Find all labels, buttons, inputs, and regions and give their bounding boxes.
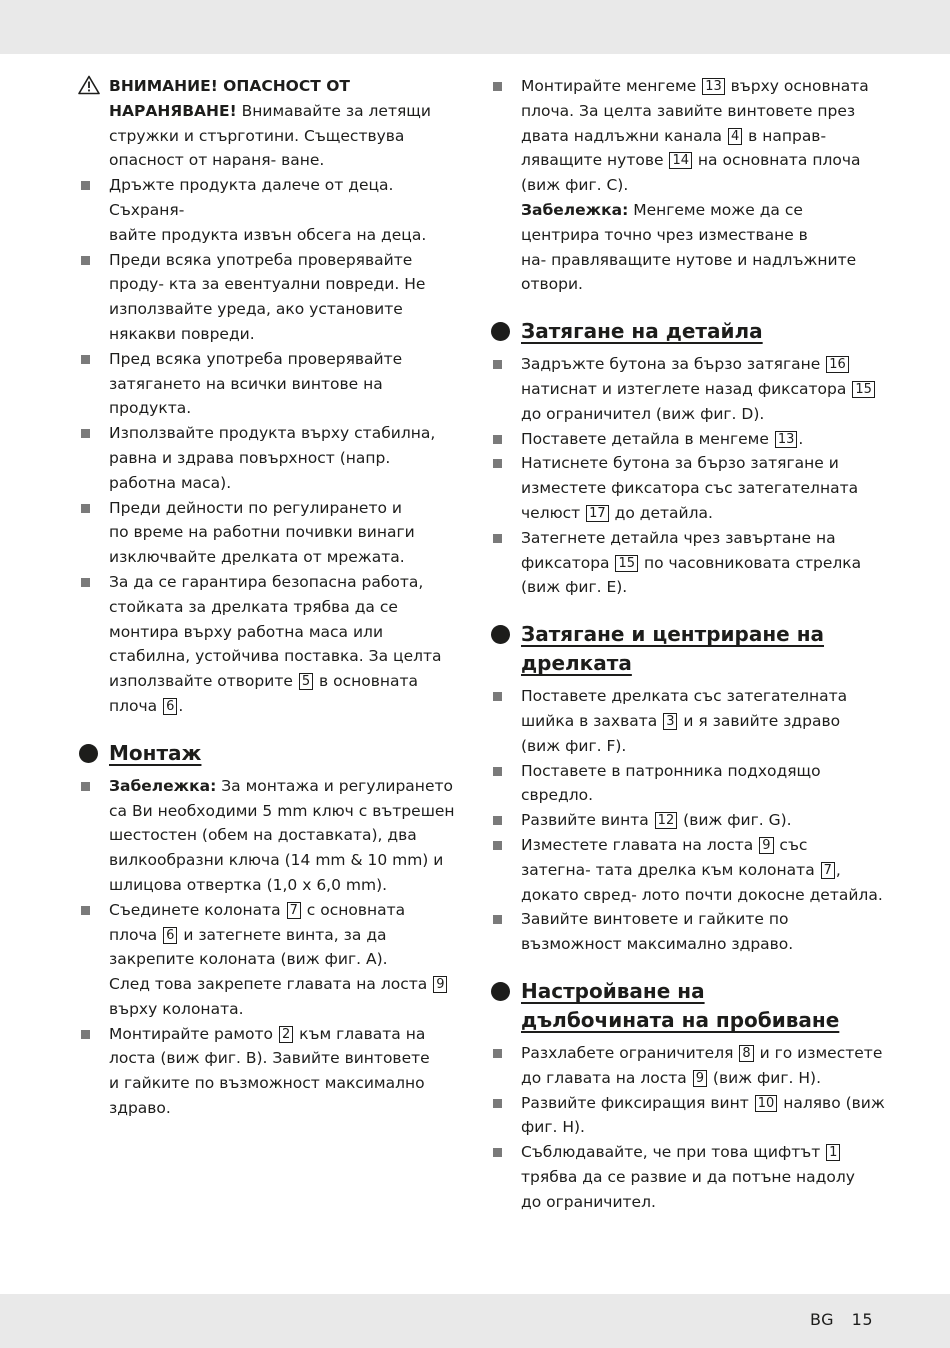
list-item: Натиснете бутона за бързо затягане и изместете фиксатора със затегателната челюст 17 до детайла. <box>490 451 885 525</box>
bullet <box>493 767 502 776</box>
part-number: 13 <box>775 431 798 448</box>
part-number: 12 <box>655 812 678 829</box>
part-number: 9 <box>433 976 447 993</box>
part-number: 5 <box>299 673 313 690</box>
bottom-bar <box>0 1294 950 1348</box>
language-code: BG <box>809 1310 835 1329</box>
bullet <box>81 355 90 364</box>
bullet <box>81 181 90 190</box>
warning-title-2: НАРАНЯВАНЕ! <box>109 101 237 120</box>
part-number: 6 <box>163 698 177 715</box>
part-number: 1 <box>826 1144 840 1161</box>
bullet <box>81 1030 90 1039</box>
list-item: Използвайте продукта върху стабилна, равна и здрава повърхност (напр. работна маса). <box>78 421 468 495</box>
warning-title: ВНИМАНИЕ! ОПАСНОСТ ОТ <box>109 77 350 95</box>
list-item: Изместете главата на лоста 9 със затегна- тата дрелка към колоната 7 , докато свред- лото почти докосне детайла. <box>490 833 885 907</box>
bullet <box>81 429 90 438</box>
list-item: Затегнете детайла чрез завъртане на фиксатора 15 по часовниковата стрелка (виж фиг. E). <box>490 526 885 600</box>
section-dot <box>491 982 510 1001</box>
part-number: 13 <box>702 78 725 95</box>
section-dot <box>79 744 98 763</box>
list-item: Съблюдавайте, че при това щифтът 1 трябва да се развие и да потъне надолу до ограничител. <box>490 1140 885 1214</box>
bullet <box>493 360 502 369</box>
list-item: Задръжте бутона за бързо затягане 16 натиснат и изтеглете назад фиксатора 15 до ограничител (виж фиг. D). <box>490 352 885 426</box>
bullet <box>81 782 90 791</box>
list-item: За да се гарантира безопасна работа, стойката за дрелката трябва да се монтира върху работна маса или стабилна, устойчива поставка. За целта използвайте отворите 5 в основната плоча 6 . <box>78 570 468 719</box>
part-number: 15 <box>852 381 875 398</box>
part-number: 4 <box>728 128 742 145</box>
part-number: 7 <box>821 862 835 879</box>
part-number: 14 <box>669 152 692 169</box>
part-number: 3 <box>663 713 677 730</box>
warning-triangle-icon <box>78 75 100 95</box>
list-item: Преди всяка употреба проверявайте проду- кта за евентуални повреди. Не използвайте уреда, ако установите някакви повреди. <box>78 248 468 347</box>
part-number: 17 <box>586 505 609 522</box>
list-item: Монтирайте рамото 2 към главата на лоста (виж фиг. B). Завийте винтовете и гайките по възможност максимално здраво. <box>78 1022 468 1121</box>
list-item: Дръжте продукта далече от деца. Съхраня- вайте продукта извън обсега на деца. <box>78 173 468 247</box>
list-item: Забележка: За монтажа и регулирането са Ви необходими 5 mm ключ с вътрешен шестостен (обем на доставката), два вилкообразни ключа (14 mm & 10 mm) и шлицова отвертка (1,0 x 6,0 mm). <box>78 774 468 898</box>
part-number: 15 <box>615 555 638 572</box>
part-number: 6 <box>163 927 177 944</box>
bullet <box>493 915 502 924</box>
bullet <box>493 692 502 701</box>
part-number: 16 <box>826 356 849 373</box>
bullet <box>493 435 502 444</box>
top-bar <box>0 0 950 54</box>
section-heading-depth: Настройване на дълбочината на пробиване <box>490 977 885 1035</box>
list-item: Развийте винта 12 (виж фиг. G). <box>490 808 885 833</box>
list-item: Развийте фиксиращия винт 10 наляво (виж фиг. H). <box>490 1091 885 1141</box>
bullet <box>493 1049 502 1058</box>
list-item: Преди дейности по регулирането и по време на работни почивки винаги изключвайте дрелката от мрежата. <box>78 496 468 570</box>
part-number: 10 <box>755 1095 778 1112</box>
list-item: Монтирайте менгеме 13 върху основната плоча. За целта завийте винтовете през двата надлъжни канала 4 в направ- ляващите нутове 14 на основната плоча (виж фиг. C). Забележка: Менгеме може да се центрира точно чрез изместване в на- правляващите нутове и надлъжните отвори. <box>490 74 885 297</box>
bullet <box>493 459 502 468</box>
bullet <box>493 534 502 543</box>
left-column <box>78 74 468 1121</box>
bullet <box>81 578 90 587</box>
list-item: Завийте винтовете и гайките по възможност максимално здраво. <box>490 907 885 957</box>
list-item: Разхлабете ограничителя 8 и го изместете до главата на лоста 9 (виж фиг. H). <box>490 1041 885 1091</box>
part-number: 2 <box>279 1026 293 1043</box>
bullet <box>493 1099 502 1108</box>
list-item: Пред всяка употреба проверявайте затягането на всички винтове на продукта. <box>78 347 468 421</box>
bullet <box>81 256 90 265</box>
section-dot <box>491 625 510 644</box>
part-number: 9 <box>759 837 773 854</box>
bullet <box>493 841 502 850</box>
right-column <box>490 74 885 1214</box>
list-item: Поставете в патронника подходящо свредло. <box>490 759 885 809</box>
part-number: 9 <box>693 1070 707 1087</box>
part-number: 7 <box>287 902 301 919</box>
bullet <box>81 906 90 915</box>
bullet <box>493 1148 502 1157</box>
bullet <box>493 816 502 825</box>
section-heading-clamp-workpiece: Затягане на детайла <box>490 317 885 346</box>
page-footer <box>810 1310 873 1329</box>
list-item: Съединете колоната 7 с основната плоча 6 и затегнете винта, за да закрепите колоната (виж фиг. A). След това закрепете главата на лоста 9 върху колоната. <box>78 898 468 1022</box>
page-number: 15 <box>851 1310 873 1329</box>
section-heading-montage: Монтаж <box>78 739 468 768</box>
section-heading-clamp-drill: Затягане и центриране на дрелката <box>490 620 885 678</box>
warning-block: ВНИМАНИЕ! ОПАСНОСТ ОТ НАРАНЯВАНЕ! Внимавайте за летящи стружки и стърготини. Съществува опасност от нараня- ване. <box>78 74 468 173</box>
list-item: Поставете детайла в менгеме 13 . <box>490 427 885 452</box>
part-number: 8 <box>739 1045 753 1062</box>
list-item: Поставете дрелката със затегателната шийка в захвата 3 и я завийте здраво (виж фиг. F). <box>490 684 885 758</box>
section-dot <box>491 322 510 341</box>
bullet <box>81 504 90 513</box>
bullet <box>493 82 502 91</box>
